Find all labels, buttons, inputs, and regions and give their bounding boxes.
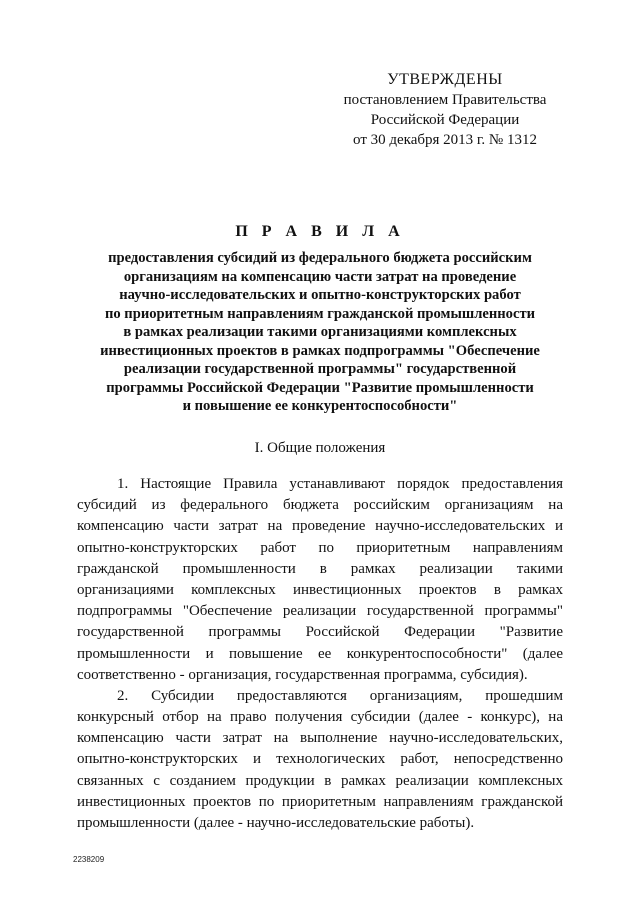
paragraph-line: конкурсный отбор на право получения субсидии (далее - конкурс), на	[77, 709, 563, 726]
document-code: 2238209	[73, 855, 105, 864]
approval-line: постановлением Правительства	[343, 92, 547, 108]
body-text	[77, 474, 563, 834]
paragraph-line: промышленности и повышение ее конкурентоспособности" (далее	[77, 645, 563, 662]
paragraph-line: компенсацию части затрат на проведение научно-исследовательских и	[77, 518, 563, 535]
paragraph-line: инвестиционных проектов по приоритетным направлениям гражданской	[77, 793, 563, 810]
subtitle-line: организациям на компенсацию части затрат на проведение	[123, 268, 517, 285]
approval-line: от 30 декабря 2013 г. № 1312	[353, 132, 537, 148]
paragraph-line: государственной программы Российской Федерации "Развитие	[77, 624, 563, 641]
subtitle-line: инвестиционных проектов в рамках подпрограммы "Обеспечение	[100, 342, 540, 359]
document-title: П Р А В И Л А	[235, 223, 405, 240]
subtitle-line: в рамках реализации такими организациями комплексных	[123, 324, 517, 340]
subtitle-line: научно-исследовательских и опытно-конструкторских работ	[119, 287, 521, 303]
paragraph-line: 2. Субсидии предоставляются организациям, прошедшим	[117, 687, 563, 704]
subtitle-line: и повышение ее конкурентоспособности"	[182, 398, 458, 414]
subtitle-line: программы Российской Федерации "Развитие промышленности	[106, 379, 534, 396]
document-subtitle	[80, 249, 560, 416]
paragraph-2	[77, 686, 563, 834]
paragraph-line: компенсацию части затрат на выполнение научно-исследовательских,	[77, 730, 563, 747]
paragraph-line: подпрограммы "Обеспечение реализации государственной программы"	[77, 603, 563, 620]
paragraph-line: соответственно - организация, государственная программа, субсидия).	[77, 666, 528, 683]
paragraph-line: 1. Настоящие Правила устанавливают порядок предоставления	[117, 476, 563, 492]
paragraph-line: промышленности (далее - научно-исследовательские работы).	[77, 815, 475, 831]
approval-title: УТВЕРЖДЕНЫ	[387, 71, 503, 88]
section-heading: I. Общие положения	[254, 440, 386, 456]
subtitle-line: предоставления субсидий из федерального бюджета российским	[108, 250, 532, 266]
paragraph-1	[77, 474, 563, 686]
paragraph-line: гражданской промышленности в рамках реализации такими	[77, 560, 563, 577]
paragraph-line: субсидий из федерального бюджета российским организациям на	[77, 497, 563, 514]
paragraph-line: опытно-конструкторских и технологических работ, непосредственно	[77, 751, 563, 768]
paragraph-line: связанных с созданием продукции в рамках реализации комплексных	[77, 772, 563, 789]
approval-line: Российской Федерации	[370, 112, 520, 128]
subtitle-line: реализации государственной программы" государственной	[123, 361, 517, 377]
approval-stamp	[330, 70, 560, 150]
paragraph-line: организациями комплексных инвестиционных проектов в рамках	[77, 581, 563, 598]
paragraph-line: опытно-конструкторских работ по приоритетным направлениям	[77, 539, 563, 556]
subtitle-line: по приоритетным направлениям гражданской промышленности	[104, 305, 536, 322]
